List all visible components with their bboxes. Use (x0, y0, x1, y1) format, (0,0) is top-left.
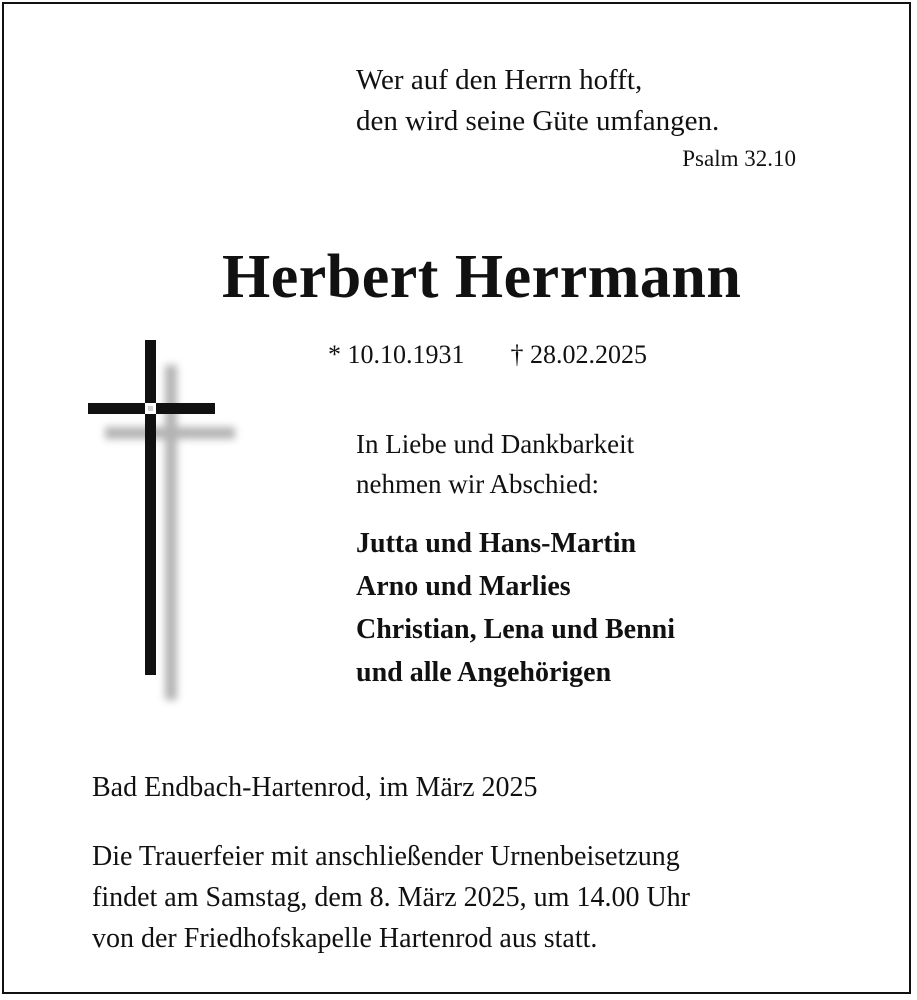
farewell-text (356, 424, 634, 504)
cross-shadow (105, 365, 235, 700)
mourner-entry: Christian, Lena und Benni (356, 614, 675, 645)
birth-date: * 10.10.1931 (328, 340, 465, 369)
farewell-line: nehmen wir Abschied: (356, 469, 599, 499)
deceased-name: Herbert Herrmann (222, 243, 742, 311)
cross-icon (80, 335, 250, 715)
verse-line: den wird seine Güte umfangen. (356, 105, 720, 137)
mourner-entry: Jutta und Hans-Martin (356, 528, 637, 559)
service-line: findet am Samstag, dem 8. März 2025, um 14.00 Uhr (92, 882, 691, 913)
cross-shape (88, 340, 215, 675)
mourner-entry: Arno und Marlies (356, 571, 571, 602)
verse-line: Wer auf den Herrn hofft, (356, 64, 643, 96)
mourner-entry: und alle Angehörigen (356, 657, 612, 688)
place-and-date: Bad Endbach-Hartenrod, im März 2025 (92, 772, 538, 803)
funeral-service-info (92, 836, 690, 959)
mourners-list (356, 522, 675, 694)
service-line: Die Trauerfeier mit anschließender Urnenbeisetzung (92, 841, 680, 872)
life-dates (328, 340, 647, 370)
bible-verse (356, 60, 719, 142)
death-date: † 28.02.2025 (510, 340, 647, 369)
service-line: von der Friedhofskapelle Hartenrod aus statt. (92, 923, 598, 954)
farewell-line: In Liebe und Dankbarkeit (356, 429, 635, 459)
verse-reference: Psalm 32.10 (682, 146, 796, 171)
